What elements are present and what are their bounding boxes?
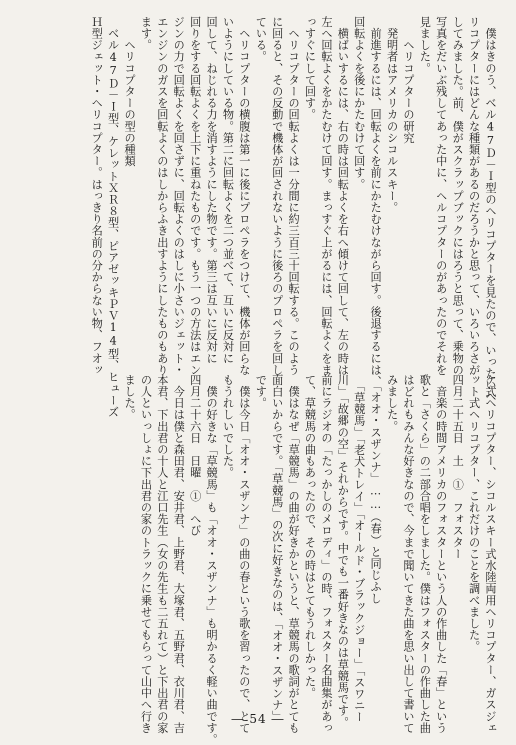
text-line: Ｈ型ジェット・ヘリコプター。はっきり名前の分からない物、フオッ [90, 16, 104, 376]
text-line: 回りをする回転よくを上下に重ねたものです。もう一つの方法はエン [188, 16, 202, 376]
text-line: 四月二十六日 日曜 ① へび [188, 374, 202, 537]
page-number: ― 54 ― [231, 712, 285, 726]
text-line: 見ました。 [418, 16, 432, 74]
text-line: 僕は今日「オオ・スザンナ」の曲の春という歌を習ったので、とて [237, 374, 251, 734]
text-line: もうれしいでした。 [221, 374, 235, 479]
text-line: 写真をだいぶ残してあった中に、ヘルコプターのがあったのでそれを [434, 16, 448, 376]
text-line: みました。 [385, 374, 399, 432]
text-line: 面白いからです。「草競馬」の次に好きなのは、「オオ・スザンナ」 [270, 374, 284, 723]
text-line: ケ式ヘリコプター、シコルスキー式水陸両用ヘリコプター、ガスジェ [484, 374, 497, 734]
text-line: いようにしている物。第二に回転よくを二つ並べて、互いに反対に [221, 16, 235, 364]
text-line: 川」「故郷の空」それからです。中でも一番好きなのは草競馬です。 [336, 374, 350, 728]
text-line: 横ばいするには、右の時は回転よくを右へ傾けて回して、左の時は [336, 16, 350, 376]
text-line: 僕はなぜ「草競馬」の曲が好きかというと、草競馬の歌詞がとても [287, 374, 301, 734]
text-line: 前にラジオの「たっかしのメロディ」の時、フォスター名曲集があっ [319, 374, 333, 734]
text-line: 今日は僕と森田君、安井君、上野君、大塚君、五野君、衣川君、吉 [172, 374, 186, 734]
text-line: ヘリコプターの横腹は第一に後にプロペラをつけて、機体が回らな [237, 16, 251, 376]
text-line: 本君、下出君の十人と江口先生（女の先生も二五れて）と下出君の家 [155, 374, 169, 734]
text-line: 僕の好きな「草競馬」も「オオ・スザンナ」も明かるく軽い曲です。 [205, 374, 219, 745]
text-line: ます。 [139, 16, 153, 51]
text-line: 僕はきのう、ベル47Ｄ－Ｉ型のヘリコプターを見たので、いったいヘ [484, 16, 497, 403]
text-line: リコプターにはどんな種類があるのだろうかと思って、いろいろさが [467, 16, 481, 376]
text-line: ベル47Ｄ－Ｉ型、ケレットＸＲ８型、ピアゼッキＰＶ14型、ヒューズ [106, 16, 120, 418]
text-line: ヘリコプターの研究 [401, 16, 415, 144]
text-line: 発明者はアメリカのシコルスキー。 [385, 16, 399, 214]
text-line: に回ると、その反動で機体が回されないように後ろのプロペラを回し [270, 16, 284, 376]
text-line: 左へ回転よくをかたむけて回す。まっすぐ上がるには、回転よくをま [319, 16, 333, 376]
text-line: 「草競馬」「老犬トレイ」「オールド・ブラックジョー」「スワニー [352, 374, 366, 723]
text-line: してみました。前、僕がスクラップブックにはろうと思って、乗物の [451, 16, 465, 376]
text-line: ット式ヘリコプター、これだけのことを調べました。 [467, 374, 481, 653]
text-line: 音楽の時間アメリカのフォスターという人の作曲した「春」という [434, 374, 448, 734]
text-line: ている。 [254, 16, 268, 63]
text-line: ジンの力で回転よくを回さずに、回転よくのはしに小さいジェット・ [172, 16, 186, 376]
section-divider [18, 356, 498, 357]
text-line: ヘリコプターの型の種類 [123, 16, 137, 167]
text-line: て、草競馬の曲もあったので、その時はとてもうれしかった。 [303, 374, 317, 699]
text-line: ました。 [123, 374, 137, 421]
text-line: 回して、ねじれる力を消すようにした物です。第三は互いに反対に [205, 16, 219, 364]
text-line: エンジンのガスを回転よくのはしからふき出すようにしたものもあり [155, 16, 169, 376]
text-line: 「オオ・スザンナ」……（春）と同じふし [369, 374, 383, 604]
text-line: 四月二十五日 土 ① フォスター [451, 374, 465, 560]
text-line: はどれもみんな好きなので、今まで聞いてきた曲を思い出して書いて [401, 374, 415, 734]
text-line: ヘリコプターの回転よくは一分間に約三百三十回転する。このよう [287, 16, 301, 376]
text-line: っすぐにして回す。 [303, 16, 317, 121]
text-line: 歌と「さくら」の二部合唱をしました。僕はフォスターの作曲した曲 [418, 374, 432, 734]
text-line: 前進するには、回転よくを前にかたむけながら回す。後退するには、 [369, 16, 383, 388]
text-line: の人といっしょに下出君の家のトラックに乗せてもらって山中へ行き [139, 374, 153, 734]
text-line: 回転よくを後にかたむけて回す。 [352, 16, 366, 190]
text-line: です。 [254, 374, 268, 409]
upper-text-block [88, 16, 498, 418]
